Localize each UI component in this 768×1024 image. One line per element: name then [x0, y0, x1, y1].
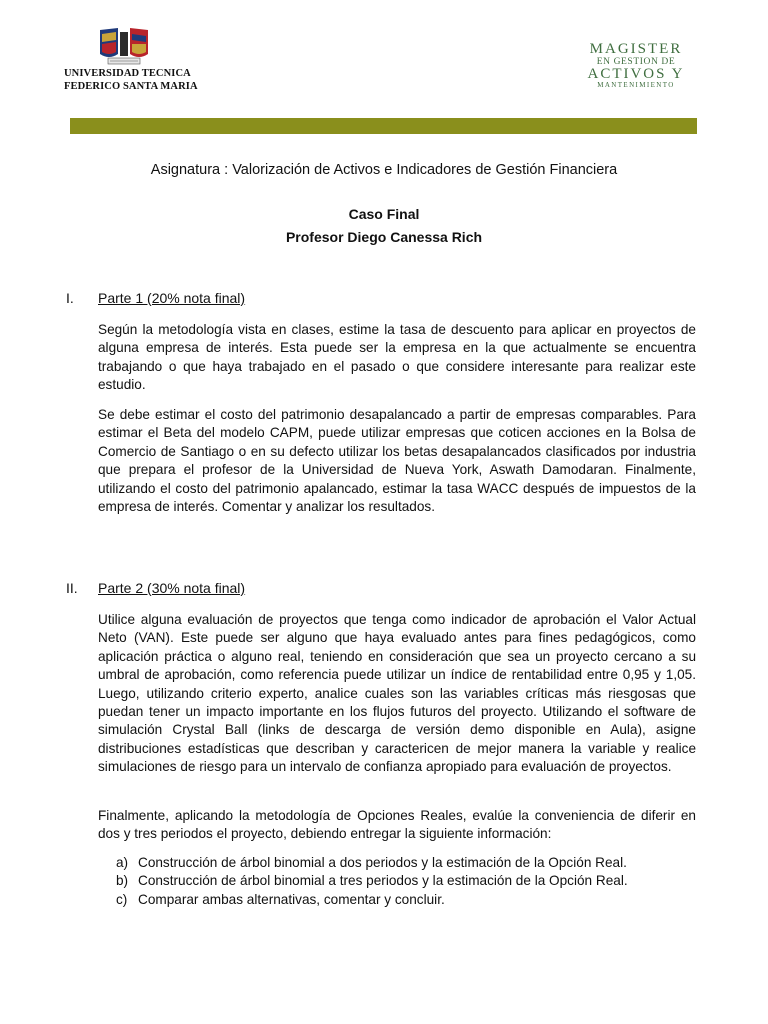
professor-name: Profesor Diego Canessa Rich: [285, 229, 483, 245]
section-title: Parte 1 (20% nota final): [98, 290, 246, 306]
list-marker: a): [116, 855, 129, 870]
part2-paragraph-1: Utilice alguna evaluación de proyectos que tenga como indicador de aprobación el Valor Actual Neto (VAN). Este puede ser alguno que haya evaluado antes para fines pedagógicos, como aplicación práctica o alguno real, teniendo en consideración que sea un proyecto cercano a su umbral de aprobación, como referencia puede utilizar un índice de rentabilidad entre 0,95 y 1,05. Luego, utilizando criterio experto, analice cuales son las variables críticas más riesgosas que puedan tener un impacto importante en los flujos futuros del proyecto. Utilizando el software de simulación Crystal Ball (links de descarga de versión demo disponible en Aula), asigne distribuciones estadísticas que describan y caractericen de mejor manera la variable y realice simulaciones de riesgo para un intervalo de confianza apropiado para evaluación de proyectos.: [98, 612, 696, 775]
list-item-text: Construcción de árbol binomial a tres periodos y la estimación de la Opción Real.: [138, 873, 628, 889]
part1-paragraph-2: Se debe estimar el costo del patrimonio desapalancado a partir de empresas comparables. Para estimar el Beta del modelo CAPM, puede utilizar empresas que coticen acciones en la Bolsa de Comercio de Santiago o en su defecto utilizar los betas desapalancados clasificados por industria que prepara el profesor de la Universidad de Nueva York, Aswath Damodaran. Finalmente, utilizando el costo del patrimonio apalancado, estimar la tasa WACC después de impuestos de la empresa de interés. Comentar y analizar los resultados.: [98, 407, 696, 515]
list-item-text: Construcción de árbol binomial a dos periodos y la estimación de la Opción Real.: [138, 855, 627, 870]
university-crest-icon: [98, 26, 150, 66]
program-logo: [584, 42, 688, 89]
section-heading-part1: [66, 290, 245, 306]
list-marker: b): [116, 873, 129, 889]
header-divider-bar: [70, 118, 697, 134]
list-item-text: Comparar ambas alternativas, comentar y concluir.: [138, 891, 445, 907]
section-title: Parte 2 (30% nota final): [98, 580, 246, 596]
list-marker: c): [116, 891, 128, 907]
subject-title: Asignatura : Valorización de Activos e Indicadores de Gestión Financiera: [150, 162, 618, 178]
list-item: [116, 891, 706, 909]
program-logo-line2: EN GESTION DE: [596, 57, 676, 67]
section-heading-part2: [66, 580, 245, 596]
part2-paragraph-2: Finalmente, aplicando la metodología de Opciones Reales, evalúe la conveniencia de diferir en dos y tres periodos el proyecto, debiendo entregar la siguiente información:: [98, 808, 696, 842]
program-logo-line4: MANTENIMIENTO: [597, 81, 675, 89]
program-logo-line3: ACTIVOS Y: [587, 66, 685, 82]
university-name-line1: UNIVERSIDAD TECNICA: [64, 68, 191, 79]
university-logo: [64, 26, 198, 92]
section-number: I.: [66, 290, 74, 306]
section-number: II.: [66, 580, 78, 596]
list-item: [116, 872, 706, 890]
list-item: [116, 854, 706, 872]
university-name-line2: FEDERICO SANTA MARIA: [64, 81, 198, 92]
program-logo-line1: MAGISTER: [589, 41, 683, 57]
case-title: Caso Final: [348, 206, 420, 222]
page-header: [0, 0, 768, 118]
deliverables-list: [116, 854, 706, 909]
part1-paragraph-1: Según la metodología vista en clases, estime la tasa de descuento para aplicar en proyectos de alguna empresa de interés. Esta puede ser la empresa en la que actualmente se encuentra trabajando o que haya trabajado en el pasado o que considere interesante para realizar este estudio.: [98, 322, 696, 393]
